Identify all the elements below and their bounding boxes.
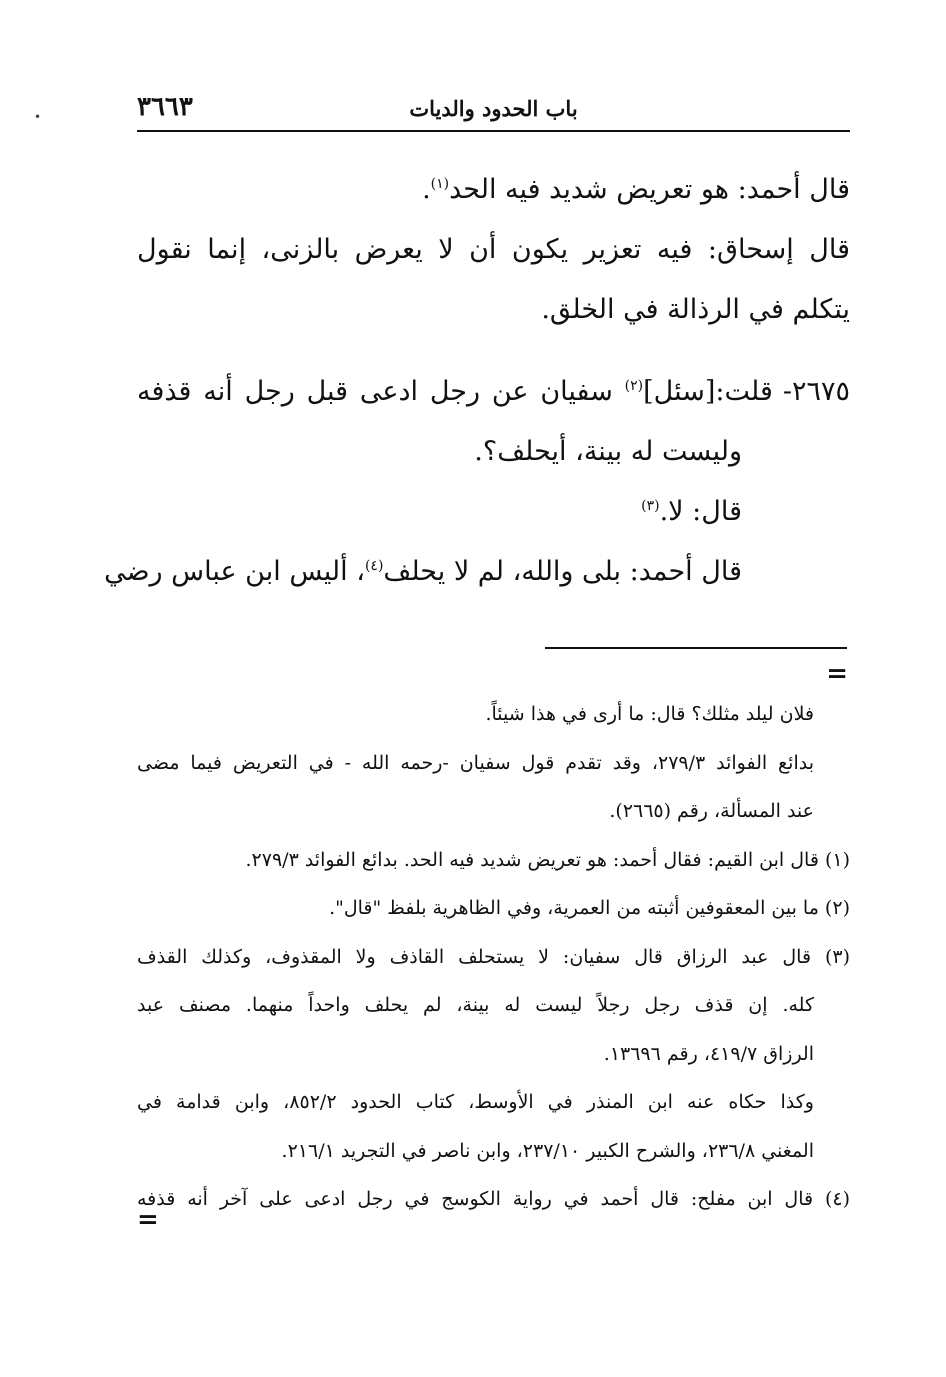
ahmad-reply-line: قال أحمد: بلى والله، لم لا يحلف$^{(٤)}$، أليس ابن عباس رضي (104, 556, 742, 587)
page-mark: • (34, 110, 42, 124)
footnotes (137, 690, 850, 1224)
main-text (104, 160, 850, 602)
footnote-separator (545, 647, 847, 649)
continuation-mark-bottom: = (137, 1205, 159, 1235)
paragraph-ishaq-line-2: يتكلم في الرذالة في الخلق. (541, 294, 850, 325)
footnote-3-line-5: المغني ٢٣٦/٨، والشرح الكبير ٢٣٧/١٠، وابن ناصر في التجريد ٢١٦/١. (281, 1139, 814, 1162)
chapter-title: باب الحدود والديات (409, 96, 578, 121)
footnote-ref-3: (٣) (641, 498, 660, 514)
page-header (137, 90, 850, 132)
question-line-2: وليست له بينة، أيحلف؟. (474, 436, 742, 467)
page-number: ٣٦٦٣ (137, 92, 193, 122)
question-number: ٢٦٧٥- (782, 376, 850, 407)
footnote-ref-1: (١) (430, 176, 450, 192)
answer-line: قال: لا.$^{(٣)}$ (641, 496, 742, 527)
footnote-3-line-1: (٣) قال عبد الرزاق قال سفيان: لا يستحلف القاذف ولا المقذوف، وكذلك القذف (137, 945, 850, 968)
footnote-continuation-2-line-2: عند المسألة، رقم (٢٦٦٥). (609, 800, 814, 822)
footnote-4: (٤) قال ابن مفلح: قال أحمد في رواية الكوسج في رجل ادعى على آخر أنه قذفه (137, 1188, 850, 1210)
footnote-continuation-2-line-1: بدائع الفوائد ٢٧٩/٣، وقد تقدم قول سفيان -رحمه الله - في التعريض فيما مضى (137, 751, 814, 774)
footnote-1: (١) قال ابن القيم: فقال أحمد: هو تعريض شديد فيه الحد. بدائع الفوائد ٢٧٩/٣. (245, 848, 850, 871)
footnote-continuation-1: فلان ليلد مثلك؟ قال: ما أرى في هذا شيئاً. (485, 703, 814, 725)
paragraph-ahmad-1: قال أحمد: هو تعريض شديد فيه الحد$^{(١)}$. (422, 174, 850, 205)
footnote-3-line-2: كله. إن قذف رجل رجلاً ليست له بينة، لم يحلف واحداً منهما. مصنف عبد (137, 994, 814, 1016)
footnote-2: (٢) ما بين المعقوفين أثبته من العمرية، وفي الظاهرية بلفظ "قال". (329, 897, 850, 919)
footnote-ref-2: (٢) (624, 378, 644, 394)
footnote-ref-4: (٤) (364, 558, 384, 574)
question-line-1: ٢٦٧٥-قلت:[سئل]$^{(٢)}$ سفيان عن رجل ادعى قبل رجل أنه قذفه (137, 362, 850, 422)
paragraph-ishaq-line-1: قال إسحاق: فيه تعزير يكون أن لا يعرض بالزنى، إنما نقول (137, 234, 850, 265)
footnote-3-line-3: الرزاق ٤١٩/٧، رقم ١٣٦٩٦. (603, 1042, 814, 1065)
footnote-3-line-4: وكذا حكاه عنه ابن المنذر في الأوسط، كتاب الحدود ٨٥٢/٢، وابن قدامة في (137, 1091, 814, 1113)
continuation-mark-top: = (826, 659, 848, 689)
